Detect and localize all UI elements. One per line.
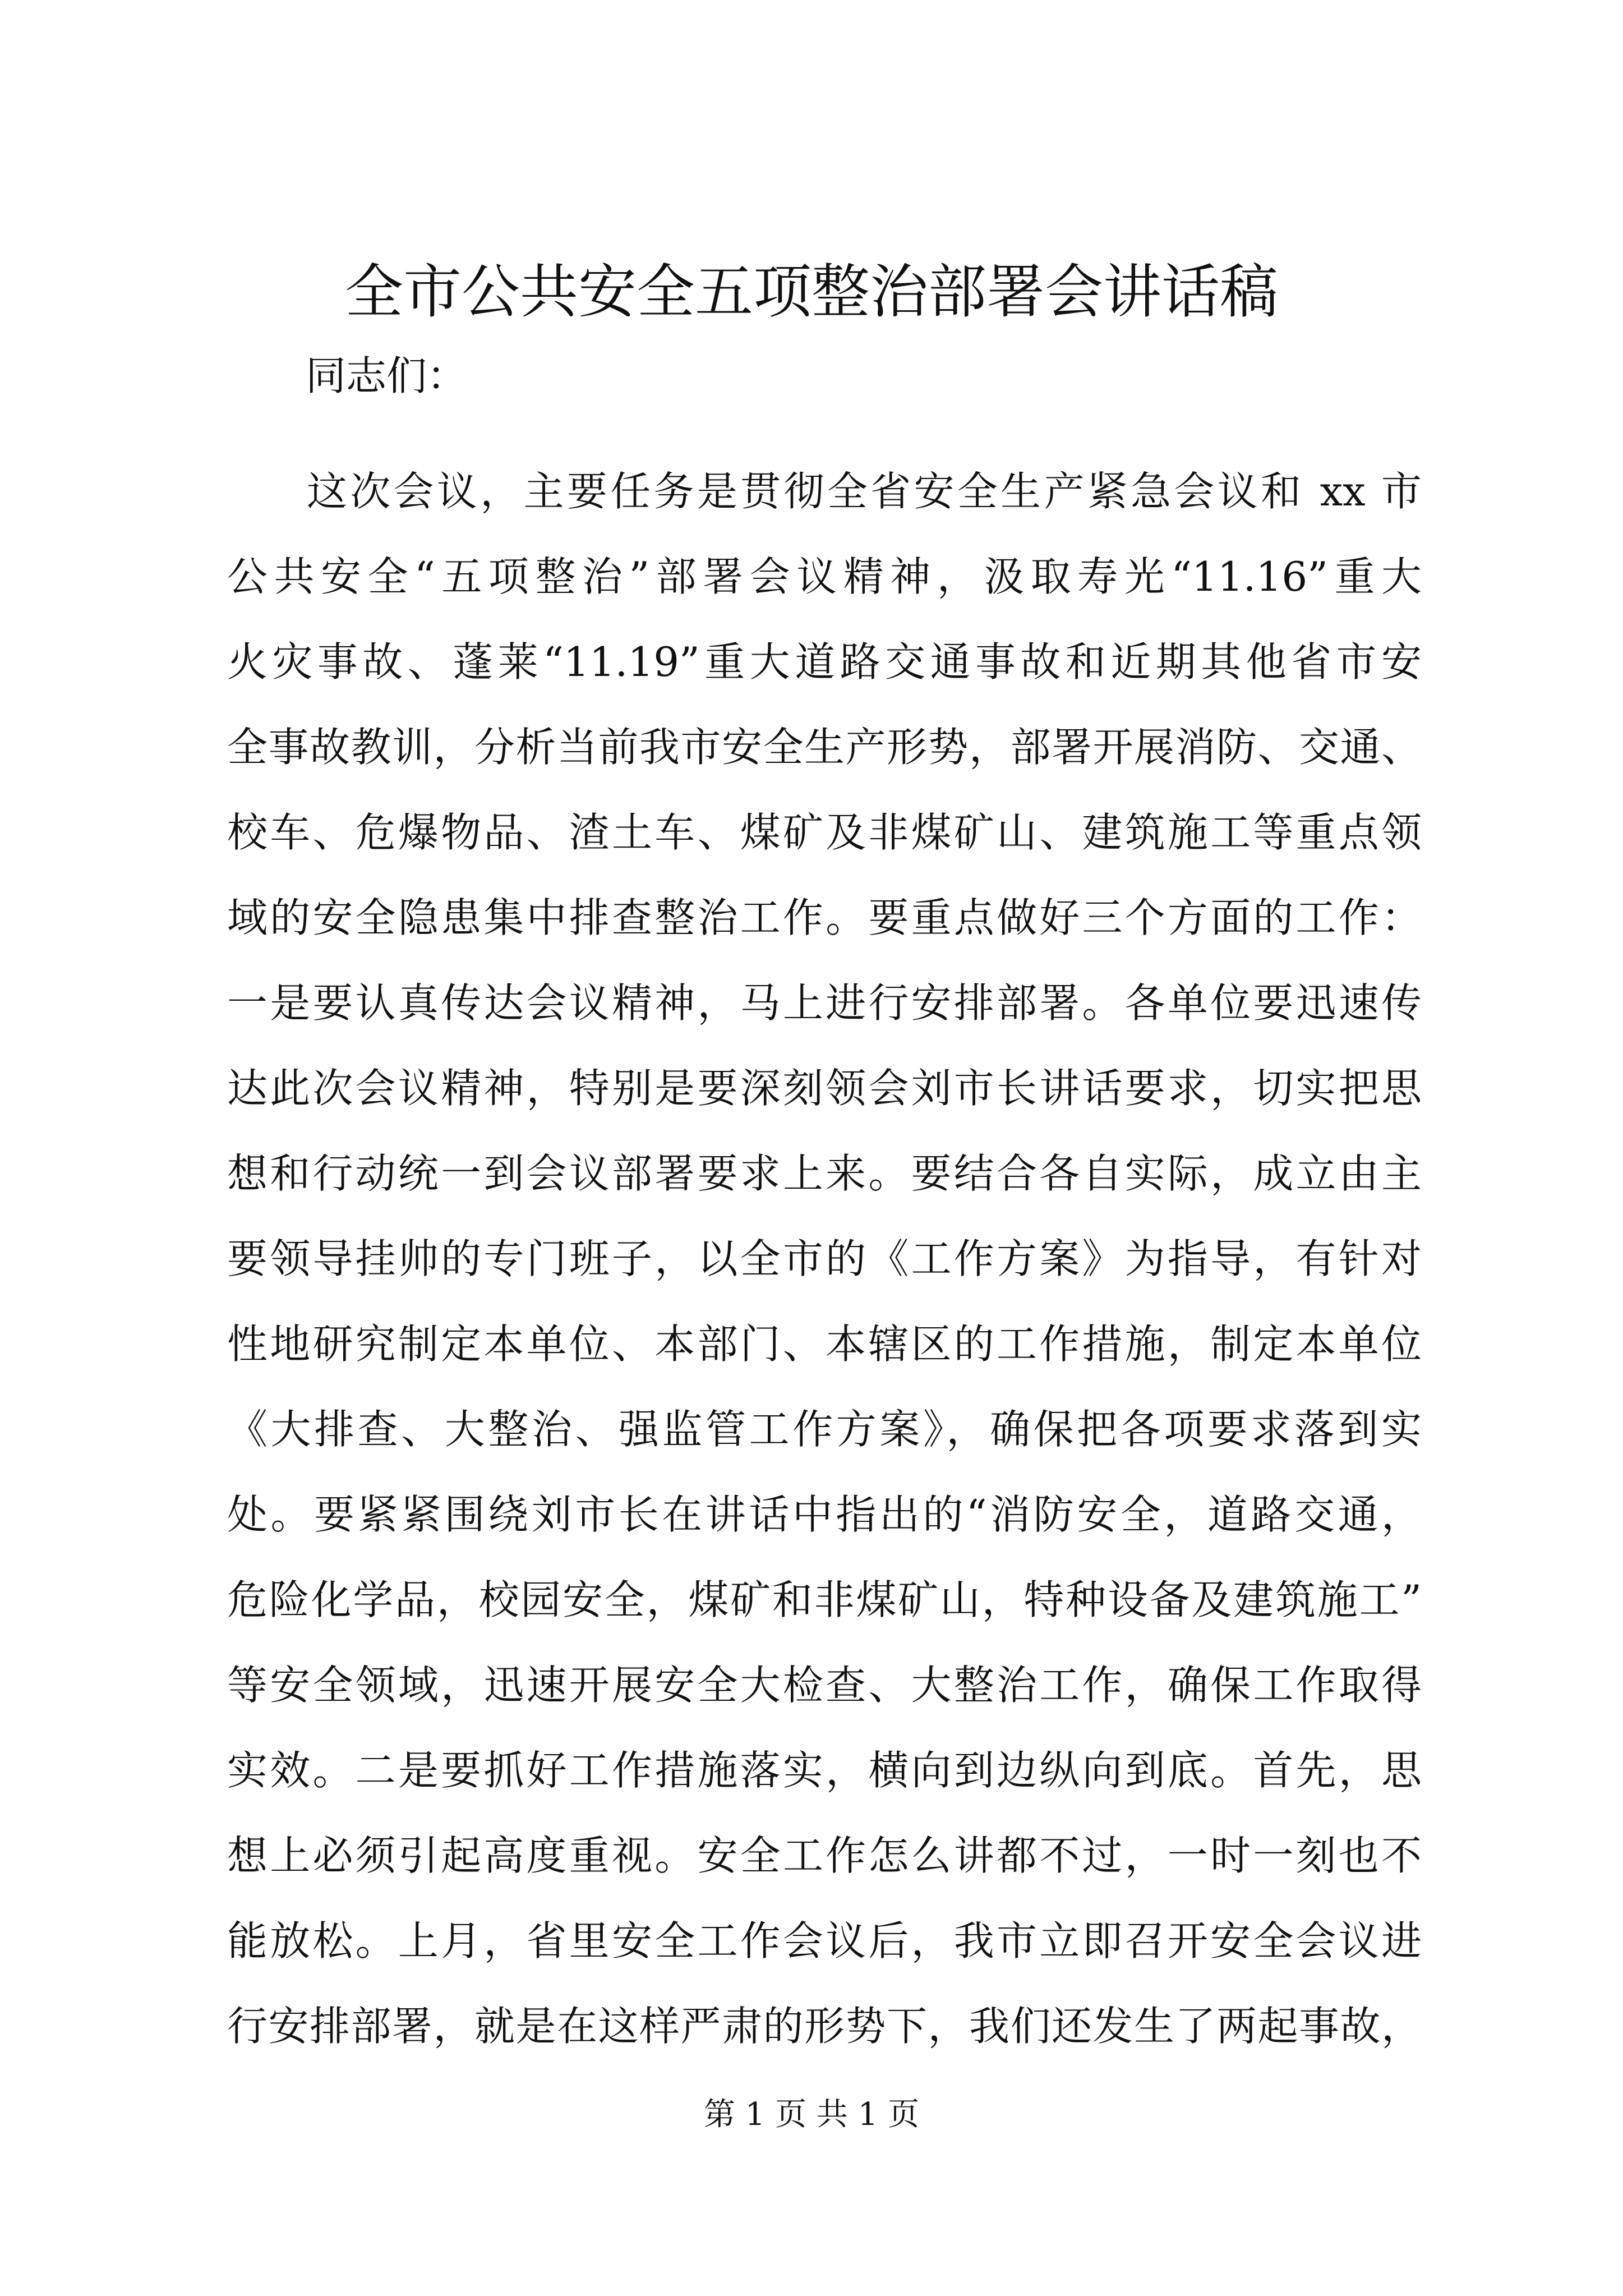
document-title: 全市公共安全五项整治部署会讲话稿 [344,257,1278,326]
text-line: 能放松。上月，省里安全工作会议后，我市立即召开安全会议进 [227,1917,1422,1964]
text-line: 域的安全隐患集中排查整治工作。要重点做好三个方面的工作： [227,894,1422,941]
text-line: 公共安全“五项整治”部署会议精神，汲取寿光“11.16”重大 [227,553,1422,600]
text-line: 性地研究制定本单位、本部门、本辖区的工作措施，制定本单位 [227,1320,1422,1368]
text-line: 等安全领域，迅速开展安全大检查、大整治工作，确保工作取得 [227,1662,1422,1709]
salutation: 同志们： [306,352,468,399]
text-line: 校车、危爆物品、渣土车、煤矿及非煤矿山、建筑施工等重点领 [227,809,1422,856]
text-line: 行安排部署，就是在这样严肃的形势下，我们还发生了两起事故， [227,2003,1422,2050]
text-line: 火灾事故、蓬莱“11.19”重大道路交通事故和近期其他省市安 [227,638,1422,685]
body-paragraph [227,449,1422,2069]
text-line: 全事故教训，分析当前我市安全生产形势，部署开展消防、交通、 [227,724,1422,771]
text-line: 危险化学品，校园安全，煤矿和非煤矿山，特种设备及建筑施工” [227,1576,1422,1623]
text-line: 这次会议，主要任务是贯彻全省安全生产紧急会议和 xx 市 [307,468,1422,515]
text-line: 想和行动统一到会议部署要求上来。要结合各自实际，成立由主 [227,1150,1422,1197]
text-line: 想上必须引起高度重视。安全工作怎么讲都不过，一时一刻也不 [227,1832,1422,1879]
text-line: 处。要紧紧围绕刘市长在讲话中指出的“消防安全，道路交通， [227,1491,1422,1538]
text-line: 《大排查、大整治、强监管工作方案》，确保把各项要求落到实 [227,1406,1422,1453]
text-line: 一是要认真传达会议精神，马上进行安排部署。各单位要迅速传 [227,979,1422,1027]
page-footer: 第 1 页 共 1 页 [703,2096,920,2133]
text-line: 达此次会议精神，特别是要深刻领会刘市长讲话要求，切实把思 [227,1065,1422,1112]
text-line: 要领导挂帅的专门班子，以全市的《工作方案》为指导，有针对 [227,1235,1422,1282]
text-line: 实效。二是要抓好工作措施落实，横向到边纵向到底。首先，思 [227,1747,1422,1794]
